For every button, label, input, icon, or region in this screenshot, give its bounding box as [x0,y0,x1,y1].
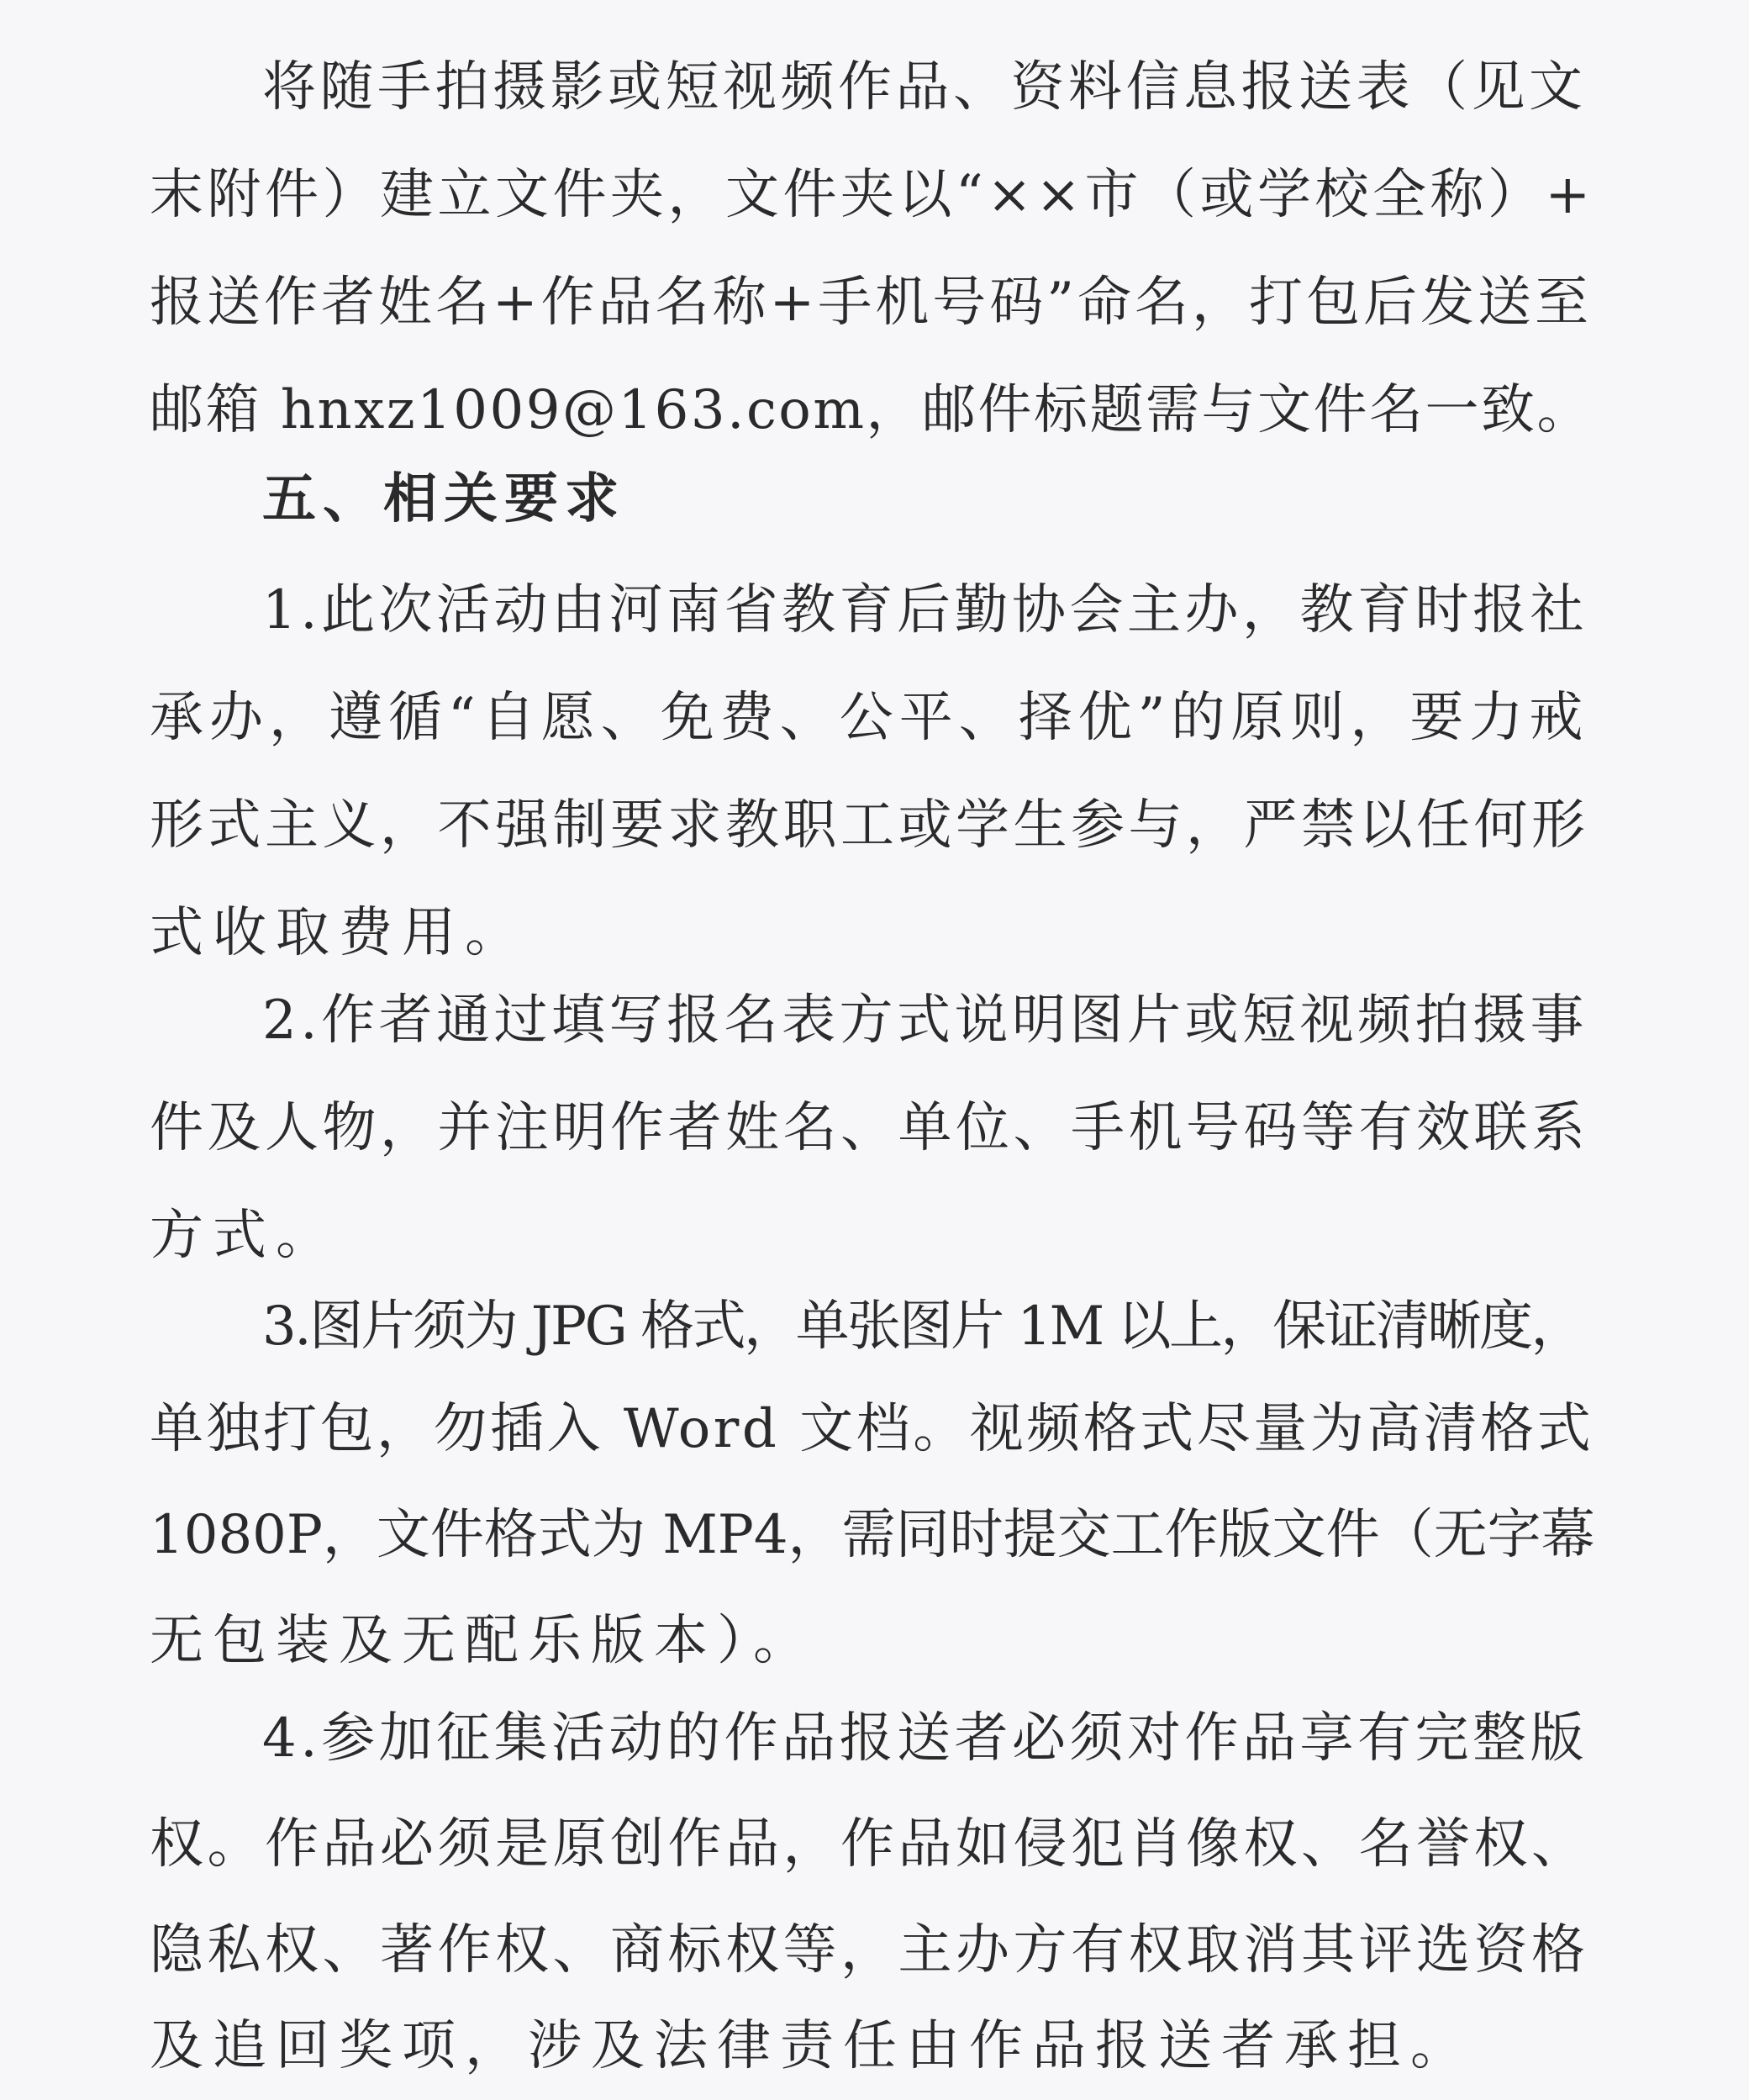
item-4-line-2: 权。作品必须是原创作品，作品如侵犯肖像权、名誉权、 [150,1813,1589,1876]
item-2-line-3: 方式。 [150,1205,339,1267]
item-1-line-4: 式收取费用。 [150,902,528,964]
paragraph-1-line-1: 将随手拍摄影或短视频作品、资料信息报送表（见文 [262,56,1587,119]
item-1-line-1: 1.此次活动由河南省教育后勤协会主办，教育时报社 [262,579,1588,641]
item-2-line-1: 2.作者通过填写报名表方式说明图片或短视频拍摄事 [262,989,1588,1052]
item-1-line-2: 承办，遵循“自愿、免费、公平、择优”的原则，要力戒 [150,687,1589,749]
item-3-line-4: 无包装及无配乐版本）。 [150,1610,816,1672]
item-3-line-1: 3.图片须为 JPG 格式，单张图片 1M 以上，保证清晰度， [262,1295,1583,1358]
item-2-line-2: 件及人物，并注明作者姓名、单位、手机号码等有效联系 [150,1097,1589,1159]
section-heading: 五、相关要求 [262,468,625,530]
paragraph-1-line-3: 报送作者姓名+作品名称+手机号码”命名，打包后发送至 [150,272,1592,334]
item-3-line-2: 单独打包，勿插入 Word 文档。视频格式尽量为高清格式 [150,1398,1594,1460]
item-4-line-4: 及追回奖项，涉及法律责任由作品报送者承担。 [150,2015,1473,2077]
item-4-line-1: 4.参加征集活动的作品报送者必须对作品享有完整版 [262,1707,1588,1770]
paragraph-1-line-2: 末附件）建立文件夹，文件夹以“××市（或学校全称）+ [150,164,1594,226]
paragraph-1-line-4: 邮箱 hnxz1009@163.com，邮件标题需与文件名一致。 [150,379,1594,441]
item-1-line-3: 形式主义，不强制要求教职工或学生参与，严禁以任何形 [150,794,1589,857]
item-3-line-3: 1080P，文件格式为 MP4，需同时提交工作版文件（无字幕 [150,1504,1595,1566]
item-4-line-3: 隐私权、著作权、商标权等，主办方有权取消其评选资格 [150,1919,1589,1981]
